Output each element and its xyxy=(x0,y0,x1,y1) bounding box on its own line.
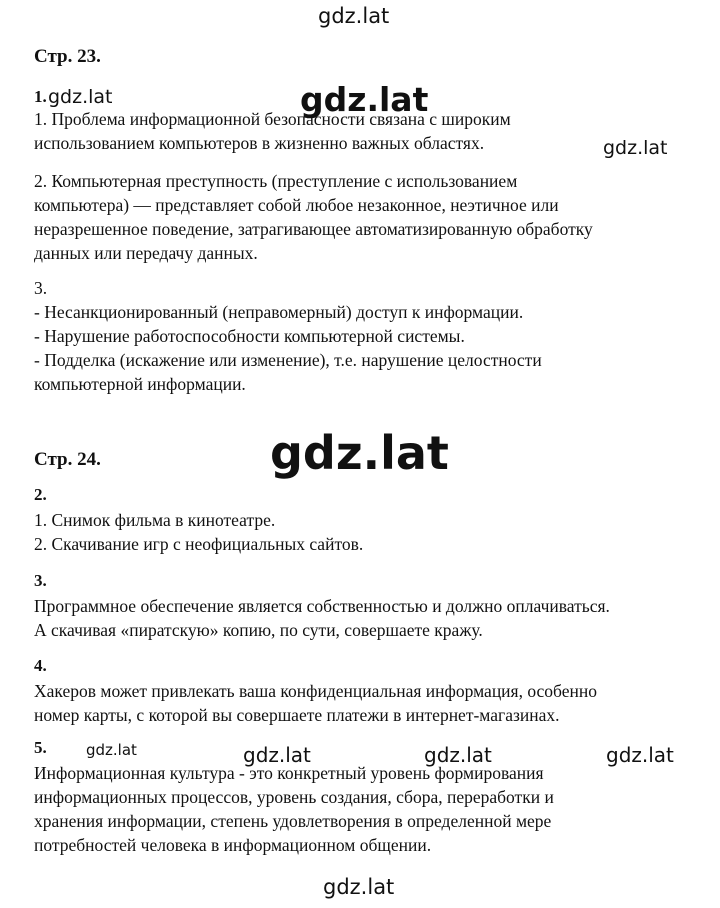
task-number-5: 5. xyxy=(34,738,47,757)
task-number-1: 1. xyxy=(34,87,47,106)
p2-line-4: данных или передачу данных. xyxy=(34,243,258,263)
task-number-4: 4. xyxy=(34,656,47,675)
task2-line-2: 2. Скачивание игр с неофициальных сайтов. xyxy=(34,534,364,554)
p3-line-2: - Несанкционированный (неправомерный) доступ к информации. xyxy=(34,302,524,322)
task2-line-1: 1. Снимок фильма в кинотеатре. xyxy=(34,510,276,530)
task5-line-3: хранения информации, степень удовлетворения в определенной мере xyxy=(34,811,552,831)
p1-line-2: использованием компьютеров в жизненно важных областях. xyxy=(34,133,485,153)
page-heading-24: Стр. 24. xyxy=(34,449,101,470)
watermark-small-1: gdz.lat xyxy=(48,86,113,108)
p2-line-1: 2. Компьютерная преступность (преступление с использованием xyxy=(34,171,518,191)
p3-line-1: 3. xyxy=(34,278,48,298)
p2-line-2: компьютера) — представляет собой любое незаконное, неэтичное или xyxy=(34,195,559,215)
task5-line-2: информационных процессов, уровень создания, сбора, переработки и xyxy=(34,787,554,807)
watermark-bottom: gdz.lat xyxy=(323,875,395,899)
watermark-right-1: gdz.lat xyxy=(603,137,668,159)
p1-line-1: 1. Проблема информационной безопасности связана с широким xyxy=(34,109,511,129)
p3-line-5: компьютерной информации. xyxy=(34,374,246,394)
page-heading-23: Стр. 23. xyxy=(34,46,101,67)
task4-line-2: номер карты, с которой вы совершаете платежи в интернет-магазинах. xyxy=(34,705,560,725)
p3-line-3: - Нарушение работоспособности компьютерной системы. xyxy=(34,326,465,346)
p2-line-3: неразрешенное поведение, затрагивающее автоматизированную обработку xyxy=(34,219,593,239)
task-number-3: 3. xyxy=(34,571,47,590)
p3-line-4: - Подделка (искажение или изменение), т.е. нарушение целостности xyxy=(34,350,542,370)
task-number-2: 2. xyxy=(34,485,47,504)
task5-line-4: потребностей человека в информационном общении. xyxy=(34,835,432,855)
task3-line-1: Программное обеспечение является собственностью и должно оплачиваться. xyxy=(34,596,610,616)
task5-line-1: Информационная культура - это конкретный уровень формирования xyxy=(34,763,544,783)
watermark-bottom-1: gdz.lat xyxy=(243,743,311,767)
task3-line-2: А скачивая «пиратскую» копию, по сути, совершаете кражу. xyxy=(34,620,483,640)
watermark-big-2: gdz.lat xyxy=(270,426,449,480)
watermark-tiny: gdz.lat xyxy=(86,741,137,759)
watermark-bottom-2: gdz.lat xyxy=(424,743,492,767)
task4-line-1: Хакеров может привлекать ваша конфиденциальная информация, особенно xyxy=(34,681,597,701)
watermark-top: gdz.lat xyxy=(318,4,390,28)
watermark-big-1: gdz.lat xyxy=(300,80,429,119)
watermark-bottom-3: gdz.lat xyxy=(606,743,674,767)
